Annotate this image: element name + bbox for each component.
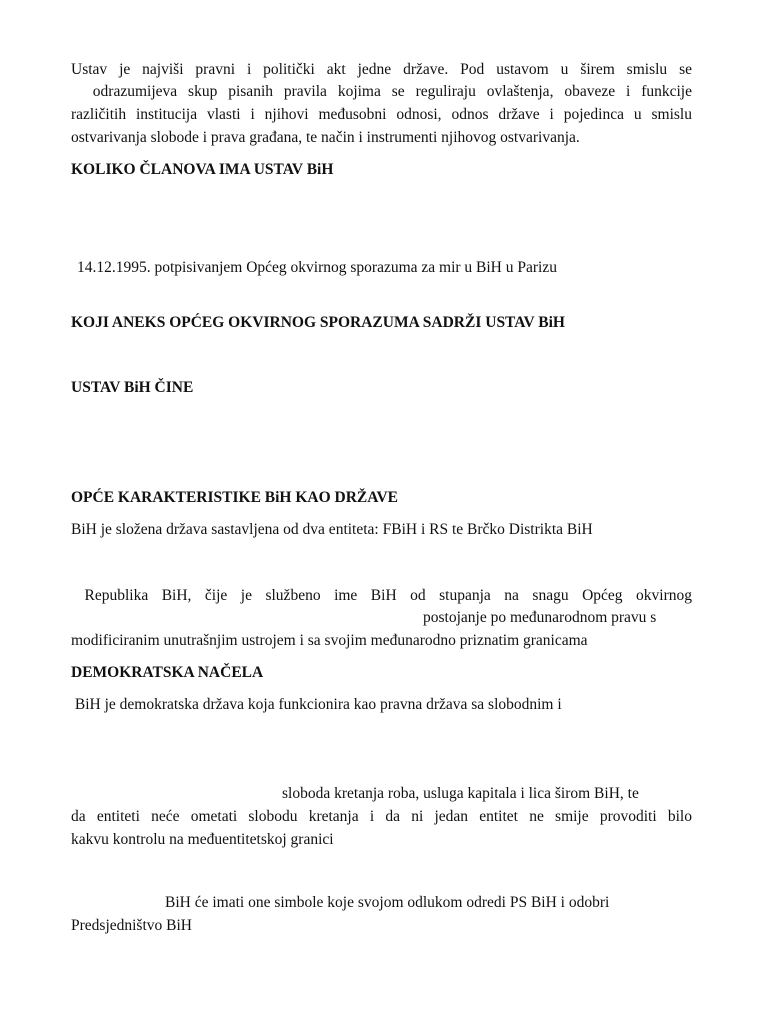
symbols-line-1: BiH će imati one simbole koje svojom odlukom odredi PS BiH i odobri — [165, 894, 610, 911]
heading-koliko-clanova: KOLIKO ČLANOVA IMA USTAV BiH — [71, 161, 334, 178]
heading-ustav-cine: USTAV BiH ČINE — [71, 379, 194, 396]
characteristics-line: BiH je složena država sastavljena od dva entiteta: FBiH i RS te Brčko Distrikta BiH — [71, 521, 593, 538]
heading-koji-aneks: KOJI ANEKS OPĆEG OKVIRNOG SPORAZUMA SADRŽI USTAV BiH — [71, 314, 565, 331]
republic-line-3: modificiranim unutrašnjim ustrojem i sa svojim međunarodno priznatim granicama — [71, 632, 588, 649]
intro-line-1: Ustav je najviši pravni i politički akt jedne države. Pod ustavom u širem smislu se — [71, 61, 692, 78]
intro-line-3: različitih institucija vlasti i njihovi međusobni odnosi, odnos države i pojedinca u smislu — [71, 106, 692, 123]
democratic-line: BiH je demokratska država koja funkcionira kao pravna država sa slobodnim i — [71, 696, 562, 713]
date-line: 14.12.1995. potpisivanjem Općeg okvirnog sporazuma za mir u BiH u Parizu — [77, 259, 557, 276]
intro-line-2: odrazumijeva skup pisanih pravila kojima se reguliraju ovlaštenja, obaveze i funkcije — [71, 83, 692, 100]
heading-demokratska-nacela: DEMOKRATSKA NAČELA — [71, 664, 264, 681]
freedom-line-1: sloboda kretanja roba, usluga kapitala i lica širom BiH, te — [282, 785, 639, 802]
intro-line-4: ostvarivanja slobode i prava građana, te način i instrumenti njihovog ostvarivanja. — [71, 129, 580, 146]
freedom-line-2: da entiteti neće ometati slobodu kretanja i da ni jedan entitet ne smije provoditi bilo — [71, 808, 692, 825]
heading-opce-karakteristike: OPĆE KARAKTERISTIKE BiH KAO DRŽAVE — [71, 489, 398, 506]
freedom-line-3: kakvu kontrolu na međuentitetskoj granici — [71, 831, 334, 848]
symbols-line-2: Predsjedništvo BiH — [71, 917, 192, 934]
republic-line-1: Republika BiH, čije je službeno ime BiH od stupanja na snagu Općeg okvirnog — [71, 587, 692, 604]
republic-line-2: postojanje po međunarodnom pravu s — [423, 609, 657, 626]
